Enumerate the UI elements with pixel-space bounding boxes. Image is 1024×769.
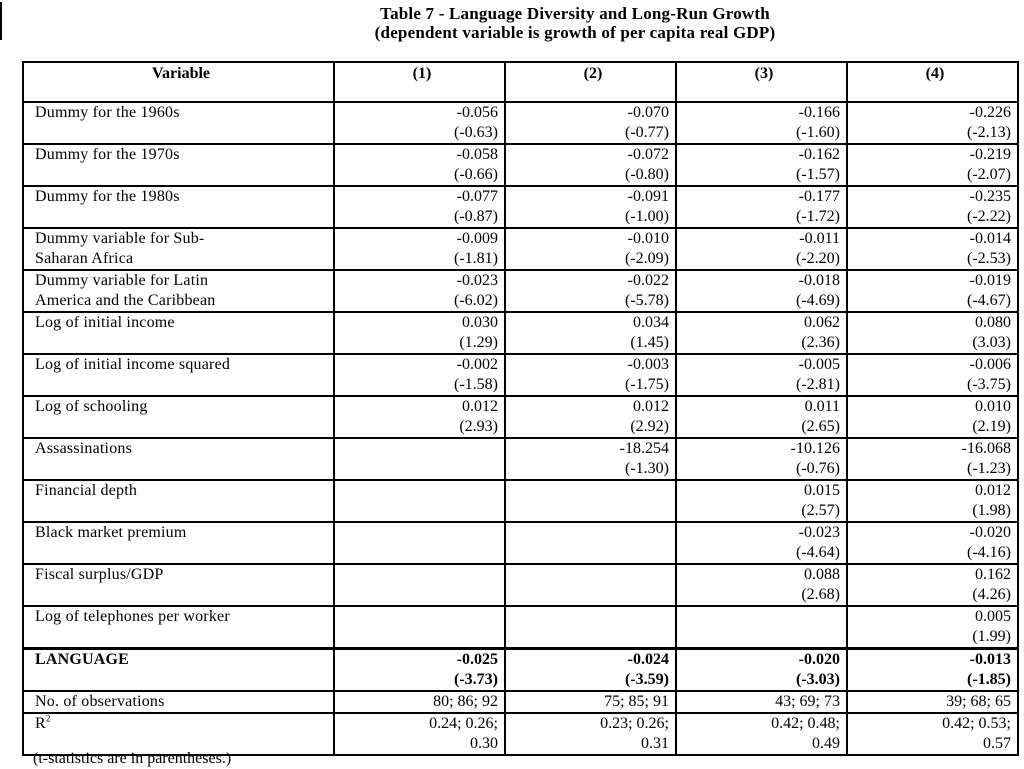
cell-line: -18.254 xyxy=(619,440,669,457)
r-superscript: 2 xyxy=(45,713,51,724)
table-title: Table 7 - Language Diversity and Long-Run Growth xyxy=(380,4,770,23)
coefficient-cell xyxy=(505,396,676,438)
coefficient-cell xyxy=(847,102,1018,144)
variable-cell xyxy=(23,186,334,228)
coefficient-cell xyxy=(334,102,505,144)
coefficient-cell xyxy=(334,144,505,186)
cell-line: Black market premium xyxy=(35,524,187,541)
cell-line: -0.177 xyxy=(798,188,840,205)
header-col-4: (4) xyxy=(847,62,1018,102)
cell-line: -0.023 xyxy=(798,524,840,541)
cell-line: 0.57 xyxy=(983,735,1011,752)
cell-line: (-1.85) xyxy=(967,671,1011,688)
coefficient-cell xyxy=(676,186,847,228)
cell-line: -0.009 xyxy=(456,230,498,247)
cell-line: -0.006 xyxy=(969,356,1011,373)
cell-line: (-6.02) xyxy=(454,292,498,309)
coefficient-cell xyxy=(505,438,676,480)
variable-cell xyxy=(23,396,334,438)
cell-line: (-0.87) xyxy=(454,208,498,225)
cell-line: (-2.13) xyxy=(967,124,1011,141)
cell-line: Dummy variable for Latin xyxy=(35,272,209,289)
coefficient-cell xyxy=(676,270,847,312)
table-body xyxy=(23,102,1018,755)
cell-line: (1.98) xyxy=(972,502,1011,519)
cell-line: America and the Caribbean xyxy=(35,292,216,309)
observations-cell: 43; 69; 73 xyxy=(676,691,847,713)
cell-line: Assassinations xyxy=(35,440,133,457)
header-variable: Variable xyxy=(23,62,334,102)
regression-table xyxy=(22,61,1019,756)
cell-line: 0.31 xyxy=(641,735,669,752)
cell-line: -0.005 xyxy=(798,356,840,373)
coefficient-cell xyxy=(676,649,847,692)
cell-line: (-2.07) xyxy=(967,166,1011,183)
coefficient-cell xyxy=(847,522,1018,564)
cell-line: -0.025 xyxy=(456,651,498,668)
table-row xyxy=(23,564,1018,606)
variable-cell xyxy=(23,354,334,396)
cell-line: -16.068 xyxy=(961,440,1011,457)
cell-line: -0.162 xyxy=(798,146,840,163)
table-row xyxy=(23,312,1018,354)
coefficient-cell xyxy=(334,228,505,270)
cell-line: Saharan Africa xyxy=(35,250,134,267)
cell-line: (-4.67) xyxy=(967,292,1011,309)
r-squared-cell xyxy=(847,713,1018,755)
cell-line: (-3.03) xyxy=(796,671,840,688)
header-col-3: (3) xyxy=(676,62,847,102)
table-row xyxy=(23,438,1018,480)
variable-cell: LANGUAGE xyxy=(23,649,334,692)
cell-line: -0.219 xyxy=(969,146,1011,163)
coefficient-cell xyxy=(676,144,847,186)
coefficient-cell xyxy=(676,438,847,480)
cell-line: (-0.77) xyxy=(625,124,669,141)
cell-line: Dummy variable for Sub- xyxy=(35,230,205,247)
coefficient-cell xyxy=(847,649,1018,692)
cell-line: (3.03) xyxy=(972,334,1011,351)
coefficient-cell xyxy=(676,480,847,522)
cell-line: (-1.23) xyxy=(967,460,1011,477)
coefficient-cell xyxy=(505,480,676,522)
cell-line: -0.002 xyxy=(456,356,498,373)
r-squared-cell xyxy=(334,713,505,755)
cell-line: (-0.66) xyxy=(454,166,498,183)
table-note: (t-statistics are in parentheses.) xyxy=(33,750,232,767)
variable-cell xyxy=(23,522,334,564)
cell-line: (2.93) xyxy=(459,418,498,435)
cell-line: (-5.78) xyxy=(625,292,669,309)
cell-line: (1.29) xyxy=(459,334,498,351)
cell-line: 0.088 xyxy=(804,566,840,583)
cell-line: -0.070 xyxy=(627,104,669,121)
cell-line: -0.014 xyxy=(969,230,1011,247)
coefficient-cell xyxy=(847,606,1018,649)
cell-line: -0.011 xyxy=(799,230,840,247)
table-row xyxy=(23,144,1018,186)
cell-line: (-0.76) xyxy=(796,460,840,477)
table-row xyxy=(23,396,1018,438)
cell-line: (2.65) xyxy=(801,418,840,435)
table-row xyxy=(23,186,1018,228)
cell-line: 0.42; 0.53; xyxy=(942,715,1011,732)
cell-line: -0.226 xyxy=(969,104,1011,121)
coefficient-cell xyxy=(334,270,505,312)
observations-cell: 39; 68; 65 xyxy=(847,691,1018,713)
cell-line: (-1.60) xyxy=(796,124,840,141)
coefficient-cell xyxy=(676,312,847,354)
cell-line: 0.010 xyxy=(975,398,1011,415)
cell-line: 0.23; 0.26; xyxy=(600,715,669,732)
coefficient-cell xyxy=(334,186,505,228)
header-col-1: (1) xyxy=(334,62,505,102)
cell-line: (-1.00) xyxy=(625,208,669,225)
coefficient-cell xyxy=(847,312,1018,354)
cell-line: -0.022 xyxy=(627,272,669,289)
header-row xyxy=(23,62,1018,102)
cell-line: Log of telephones per worker xyxy=(35,608,230,625)
coefficient-cell xyxy=(334,438,505,480)
table-subtitle: (dependent variable is growth of per capita real GDP) xyxy=(374,23,776,42)
cell-line: -0.019 xyxy=(969,272,1011,289)
observations-row xyxy=(23,691,1018,713)
header-col-2: (2) xyxy=(505,62,676,102)
observations-cell: 75; 85; 91 xyxy=(505,691,676,713)
cell-line: (2.36) xyxy=(801,334,840,351)
r-squared-cell xyxy=(505,713,676,755)
cell-line: Log of initial income xyxy=(35,314,175,331)
table-row xyxy=(23,606,1018,649)
coefficient-cell xyxy=(676,228,847,270)
cell-line: (-3.73) xyxy=(454,671,498,688)
cell-line: 0.30 xyxy=(470,735,498,752)
cell-line: (-1.30) xyxy=(625,460,669,477)
cell-line: (2.57) xyxy=(801,502,840,519)
table-row xyxy=(23,270,1018,312)
coefficient-cell xyxy=(505,564,676,606)
cell-line: Fiscal surplus/GDP xyxy=(35,566,164,583)
cell-line: 0.24; 0.26; xyxy=(429,715,498,732)
cell-line: Dummy for the 1980s xyxy=(35,188,180,205)
coefficient-cell xyxy=(505,354,676,396)
cell-line: (2.68) xyxy=(801,586,840,603)
cell-line: 0.034 xyxy=(633,314,669,331)
variable-cell xyxy=(23,312,334,354)
cell-line: (-2.53) xyxy=(967,250,1011,267)
cell-line: 0.080 xyxy=(975,314,1011,331)
coefficient-cell xyxy=(334,480,505,522)
cell-line: -0.058 xyxy=(456,146,498,163)
cell-line: 0.162 xyxy=(975,566,1011,583)
r-label: R xyxy=(35,715,46,732)
coefficient-cell xyxy=(505,270,676,312)
table-row xyxy=(23,102,1018,144)
coefficient-cell xyxy=(847,228,1018,270)
cell-line: (-1.75) xyxy=(625,376,669,393)
coefficient-cell xyxy=(505,144,676,186)
coefficient-cell xyxy=(676,564,847,606)
cell-line: 0.062 xyxy=(804,314,840,331)
coefficient-cell xyxy=(847,270,1018,312)
variable-cell xyxy=(23,102,334,144)
coefficient-cell xyxy=(847,186,1018,228)
observations-cell: 80; 86; 92 xyxy=(334,691,505,713)
cell-line: (-1.72) xyxy=(796,208,840,225)
coefficient-cell xyxy=(505,606,676,649)
cell-line: Financial depth xyxy=(35,482,138,499)
table-row xyxy=(23,480,1018,522)
coefficient-cell xyxy=(505,522,676,564)
cell-line: -0.072 xyxy=(627,146,669,163)
cell-line: (1.99) xyxy=(972,628,1011,645)
coefficient-cell xyxy=(334,522,505,564)
cell-line: 0.42; 0.48; xyxy=(771,715,840,732)
cell-line: (-4.64) xyxy=(796,544,840,561)
variable-cell: No. of observations xyxy=(23,691,334,713)
table-row xyxy=(23,354,1018,396)
cell-line: -0.020 xyxy=(798,651,840,668)
cell-line: -0.023 xyxy=(456,272,498,289)
cell-line: -10.126 xyxy=(790,440,840,457)
coefficient-cell xyxy=(505,102,676,144)
cell-line: (-4.69) xyxy=(796,292,840,309)
coefficient-cell xyxy=(676,102,847,144)
coefficient-cell xyxy=(676,354,847,396)
coefficient-cell xyxy=(505,312,676,354)
cell-line: (2.19) xyxy=(972,418,1011,435)
coefficient-cell xyxy=(334,312,505,354)
coefficient-cell xyxy=(847,354,1018,396)
coefficient-cell xyxy=(847,144,1018,186)
cell-line: (-2.20) xyxy=(796,250,840,267)
cell-line: 0.49 xyxy=(812,735,840,752)
cell-line: -0.013 xyxy=(969,651,1011,668)
variable-cell xyxy=(23,564,334,606)
variable-cell xyxy=(23,438,334,480)
coefficient-cell xyxy=(334,606,505,649)
coefficient-cell xyxy=(334,564,505,606)
cell-line: -0.024 xyxy=(627,651,669,668)
cell-line: (4.26) xyxy=(972,586,1011,603)
cell-line: -0.235 xyxy=(969,188,1011,205)
coefficient-cell xyxy=(847,396,1018,438)
coefficient-cell xyxy=(847,564,1018,606)
cell-line: -0.018 xyxy=(798,272,840,289)
cell-line: (2.92) xyxy=(630,418,669,435)
cell-line: 0.012 xyxy=(462,398,498,415)
coefficient-cell xyxy=(505,228,676,270)
cell-line: 0.011 xyxy=(804,398,840,415)
coefficient-cell xyxy=(334,396,505,438)
coefficient-cell xyxy=(334,354,505,396)
cell-line: 0.015 xyxy=(804,482,840,499)
coefficient-cell xyxy=(334,649,505,692)
cell-line: (-3.59) xyxy=(625,671,669,688)
variable-cell xyxy=(23,228,334,270)
cell-line: (-0.80) xyxy=(625,166,669,183)
coefficient-cell xyxy=(676,522,847,564)
cell-line: (-2.22) xyxy=(967,208,1011,225)
cell-line: -0.003 xyxy=(627,356,669,373)
cell-line: Log of schooling xyxy=(35,398,148,415)
cell-line: (-1.57) xyxy=(796,166,840,183)
table-row xyxy=(23,228,1018,270)
cell-line: (-1.81) xyxy=(454,250,498,267)
coefficient-cell xyxy=(505,649,676,692)
variable-cell xyxy=(23,606,334,649)
r-squared-cell xyxy=(676,713,847,755)
cell-line: -0.056 xyxy=(456,104,498,121)
cell-line: (1.45) xyxy=(630,334,669,351)
cell-line: Log of initial income squared xyxy=(35,356,231,373)
cell-line: 0.012 xyxy=(633,398,669,415)
variable-cell xyxy=(23,270,334,312)
cell-line: (-3.75) xyxy=(967,376,1011,393)
table-row xyxy=(23,522,1018,564)
cell-line: 0.005 xyxy=(975,608,1011,625)
cell-line: (-1.58) xyxy=(454,376,498,393)
cell-line: (-4.16) xyxy=(967,544,1011,561)
cell-line: 0.030 xyxy=(462,314,498,331)
coefficient-cell xyxy=(505,186,676,228)
cell-line: Dummy for the 1960s xyxy=(35,104,180,121)
coefficient-cell xyxy=(847,480,1018,522)
cell-line: -0.166 xyxy=(798,104,840,121)
cell-line: (-2.09) xyxy=(625,250,669,267)
variable-cell xyxy=(23,144,334,186)
cell-line: Dummy for the 1970s xyxy=(35,146,180,163)
coefficient-cell xyxy=(676,606,847,649)
language-row xyxy=(23,649,1018,692)
cell-line: (-2.81) xyxy=(796,376,840,393)
variable-cell xyxy=(23,480,334,522)
cell-line: -0.091 xyxy=(627,188,669,205)
cell-line: -0.010 xyxy=(627,230,669,247)
cell-line: -0.020 xyxy=(969,524,1011,541)
cell-line: -0.077 xyxy=(456,188,498,205)
cell-line: 0.012 xyxy=(975,482,1011,499)
coefficient-cell xyxy=(847,438,1018,480)
cell-line: (-0.63) xyxy=(454,124,498,141)
coefficient-cell xyxy=(676,396,847,438)
